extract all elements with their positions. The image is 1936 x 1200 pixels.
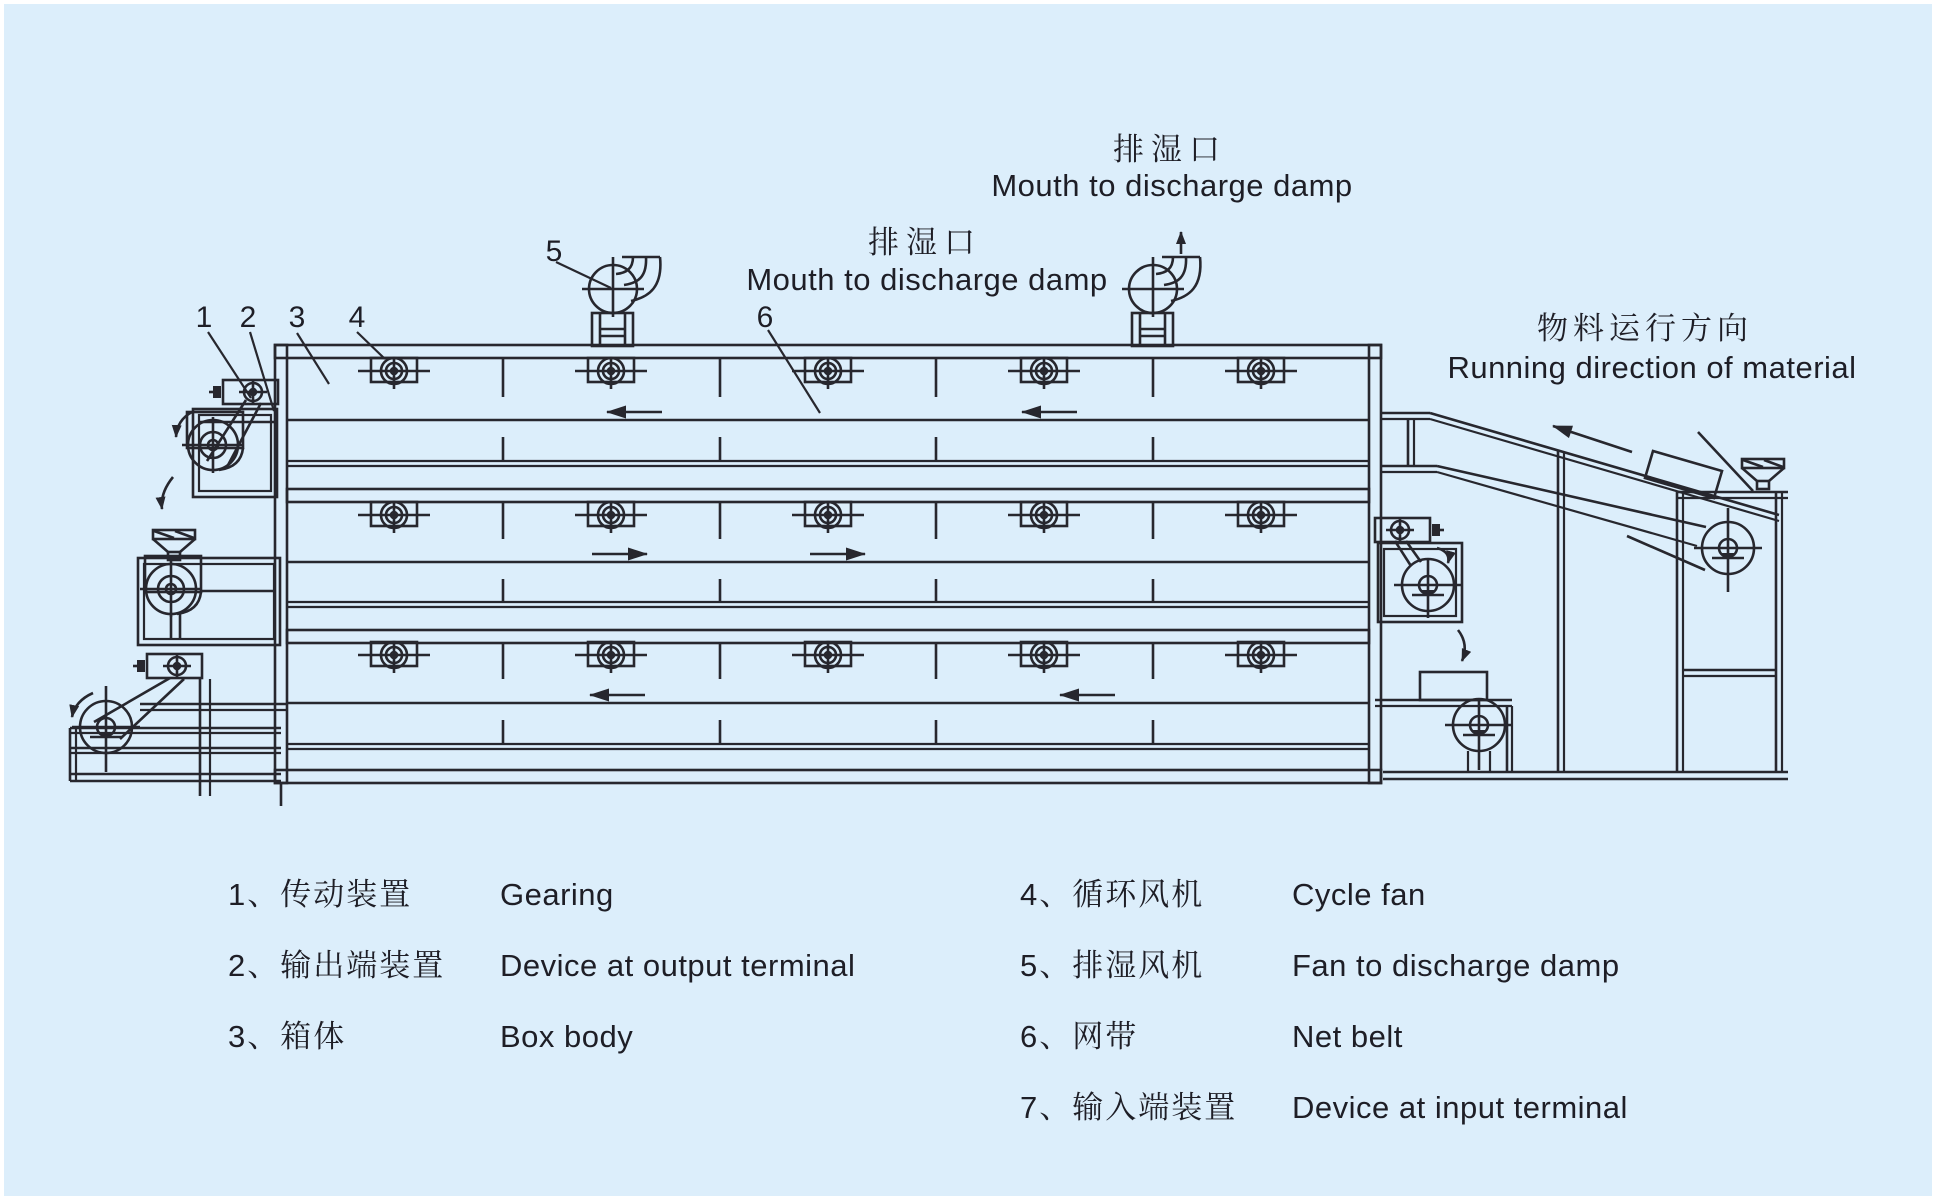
legend-item-5-en: Fan to discharge damp: [1292, 948, 1620, 983]
callout-6: 6: [756, 301, 774, 334]
damp-outlet-label-upper-en: Mouth to discharge damp: [991, 168, 1353, 203]
callout-1: 1: [195, 301, 213, 334]
damp-outlet-label-lower-en: Mouth to discharge damp: [746, 262, 1108, 297]
callout-2: 2: [239, 301, 257, 334]
legend-item-7-zh: 7、输入端装置: [1020, 1090, 1238, 1125]
legend-item-1-en: Gearing: [500, 877, 614, 912]
blueprint-background: [4, 4, 1932, 1196]
legend-item-4-en: Cycle fan: [1292, 877, 1426, 912]
running-direction-label-en: Running direction of material: [1447, 350, 1857, 385]
callout-4: 4: [348, 301, 366, 334]
legend-item-7-en: Device at input terminal: [1292, 1090, 1628, 1125]
legend-item-3-en: Box body: [500, 1019, 634, 1054]
legend-item-3-zh: 3、箱体: [228, 1019, 347, 1054]
callout-5: 5: [545, 235, 563, 268]
legend-item-2-en: Device at output terminal: [500, 948, 856, 983]
legend-item-1-zh: 1、传动装置: [228, 877, 413, 912]
running-direction-label-zh: 物料运行方向: [1537, 311, 1753, 346]
damp-outlet-label-lower-zh: 排湿口: [868, 225, 982, 260]
legend-item-2-zh: 2、输出端装置: [228, 948, 446, 983]
legend-item-4-zh: 4、循环风机: [1020, 877, 1205, 912]
legend-item-6-zh: 6、网带: [1020, 1019, 1139, 1054]
legend-item-6-en: Net belt: [1292, 1019, 1403, 1054]
callout-3: 3: [288, 301, 306, 334]
damp-outlet-label-upper-zh: 排湿口: [1113, 132, 1227, 167]
legend-item-5-zh: 5、排湿风机: [1020, 948, 1205, 983]
